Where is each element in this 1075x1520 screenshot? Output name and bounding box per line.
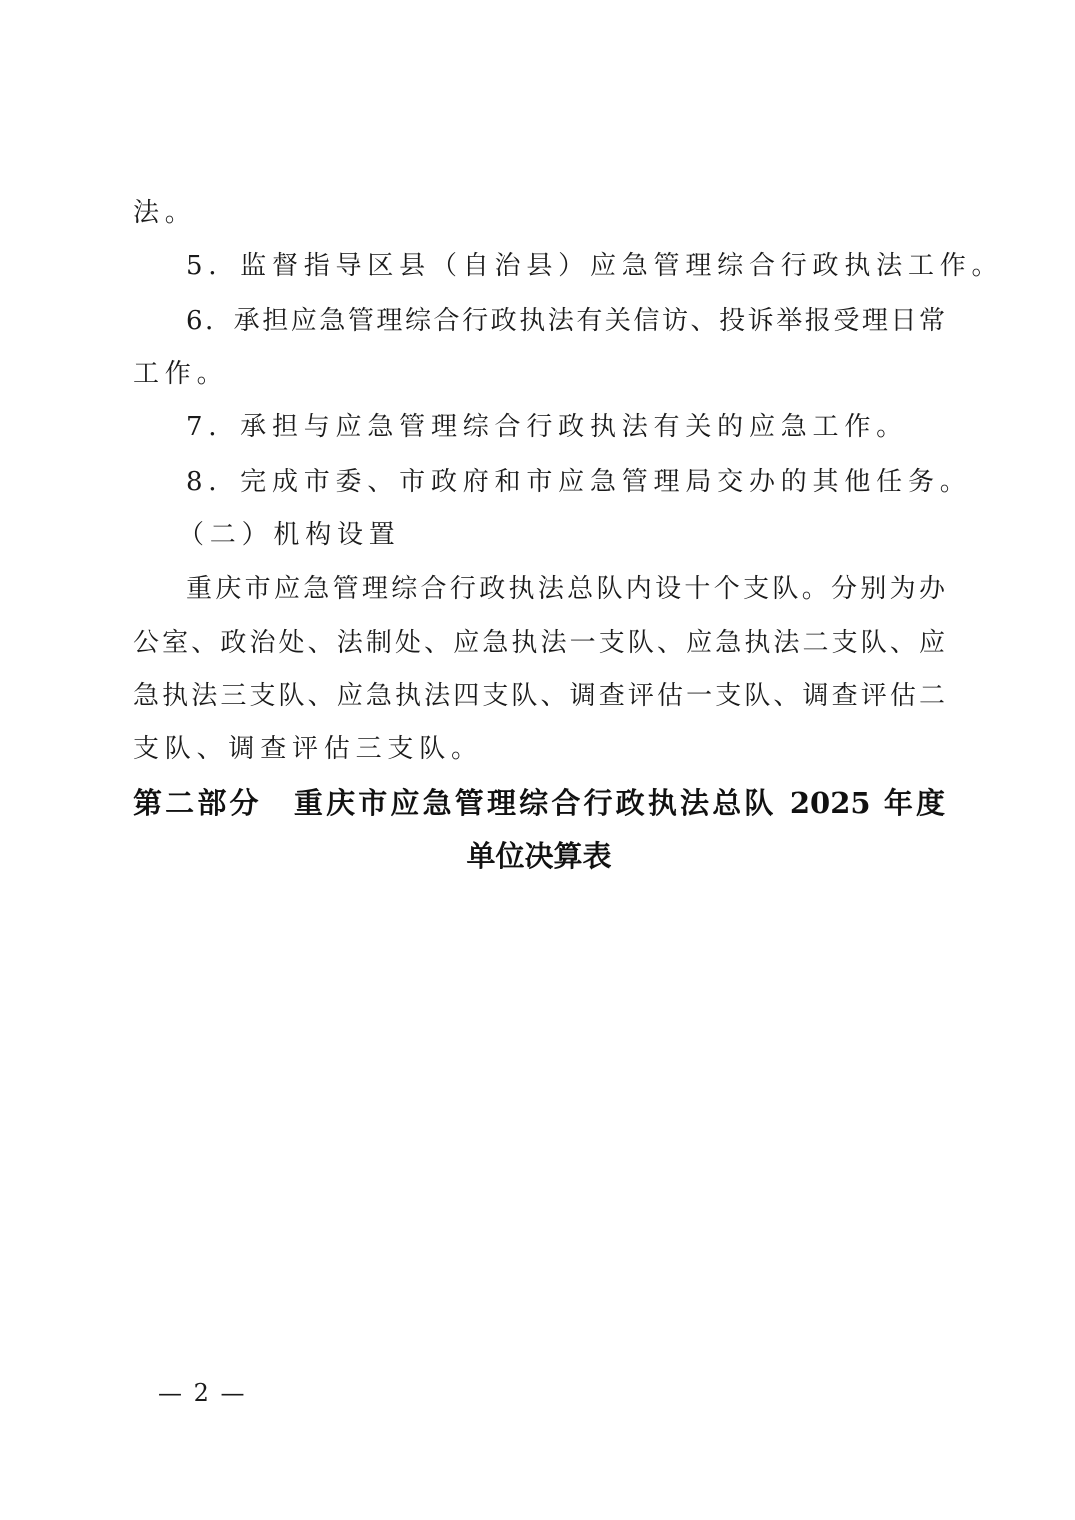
org-paragraph-line3: 急执法三支队、应急执法四支队、调查评估一支队、调查评估二	[133, 681, 945, 711]
section-heading-org: （二）机构设置	[178, 520, 401, 550]
org-paragraph-line4: 支队、调查评估三支队。	[133, 734, 483, 764]
page-number: — 2 —	[158, 1379, 247, 1407]
duty-item-6-line1: 6．承担应急管理综合行政执法有关信访、投诉举报受理日常	[186, 306, 945, 336]
part-title-line2: 单位决算表	[466, 839, 612, 873]
duty-item-8: 8．完成市委、市政府和市应急管理局交办的其他任务。	[186, 467, 972, 497]
part-title-line1: 第二部分 重庆市应急管理综合行政执法总队 2025 年度	[133, 786, 945, 820]
duty-item-7: 7．承担与应急管理综合行政执法有关的应急工作。	[186, 412, 908, 442]
paragraph-continuation: 法。	[133, 198, 197, 228]
duty-item-5: 5．监督指导区县（自治县）应急管理综合行政执法工作。	[186, 251, 1004, 281]
org-paragraph-line2: 公室、政治处、法制处、应急执法一支队、应急执法二支队、应	[133, 628, 945, 658]
duty-item-6-line2: 工作。	[133, 359, 229, 389]
org-paragraph-line1: 重庆市应急管理综合行政执法总队内设十个支队。分别为办	[186, 574, 945, 604]
